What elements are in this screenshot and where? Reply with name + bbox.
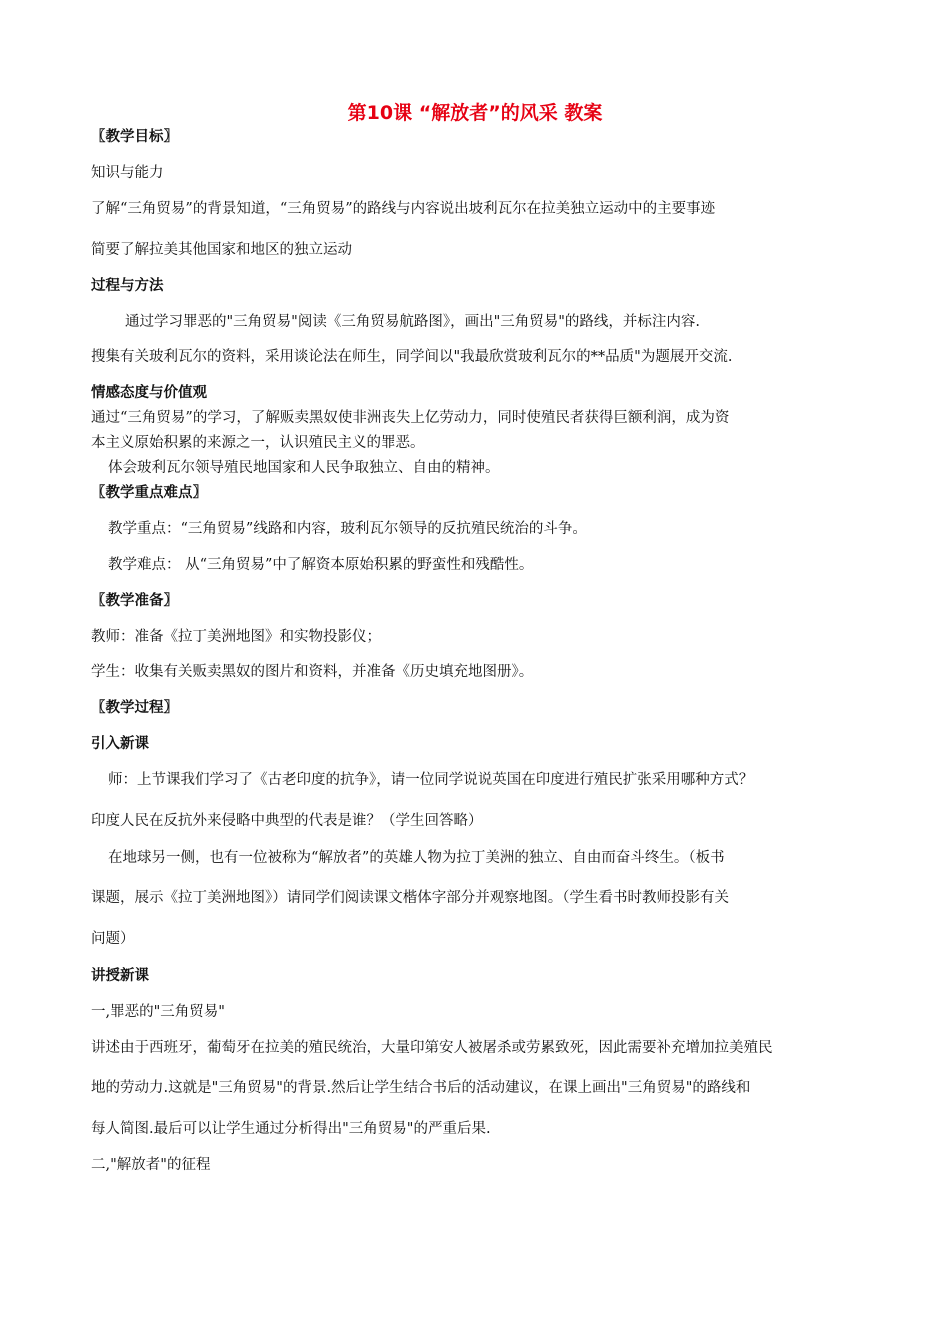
paragraph-line: 在地球另一侧，也有一位被称为“解放者”的英雄人物为拉丁美洲的独立、自由而奋斗终生。（板书 (108, 850, 725, 866)
section-heading-liberator-journey: 二,"解放者"的征程 (91, 1157, 211, 1173)
paragraph-line: 教师：准备《拉丁美洲地图》和实物投影仪； (91, 629, 381, 645)
paragraph-line: 体会玻利瓦尔领导殖民地国家和人民争取独立、自由的精神。 (108, 460, 500, 476)
subheading-process-method: 过程与方法 (91, 278, 164, 294)
heading-key-points: 〖教学重点难点〗 (91, 485, 207, 501)
paragraph-line: 通过“三角贸易”的学习，了解贩卖黑奴使非洲丧失上亿劳动力，同时使殖民者获得巨额利润，成为资 (91, 410, 730, 426)
subheading-emotion-values: 情感态度与价值观 (91, 385, 207, 401)
paragraph-line: 学生：收集有关贩卖黑奴的图片和资料，并准备《历史填充地图册》。 (91, 664, 534, 680)
paragraph-line: 搜集有关玻利瓦尔的资料，采用谈论法在师生，同学间以"我最欣赏玻利瓦尔的**品质"为题展开交流. (91, 349, 733, 365)
section-heading-triangle-trade: 一,罪恶的"三角贸易" (91, 1004, 225, 1020)
paragraph-line: 通过学习罪恶的"三角贸易"阅读《三角贸易航路图》，画出"三角贸易"的路线，并标注内容. (125, 314, 701, 330)
heading-preparation: 〖教学准备〗 (91, 593, 178, 609)
paragraph-line: 课题，展示《拉丁美洲地图》）请同学们阅读课文楷体字部分并观察地图。（学生看书时教师投影有关 (91, 890, 729, 906)
subheading-knowledge-ability: 知识与能力 (91, 165, 164, 181)
document-title: 第10课 “解放者”的风采 教案 (347, 102, 603, 124)
paragraph-line: 教学难点： 从“三角贸易”中了解资本原始积累的野蛮性和残酷性。 (108, 557, 534, 573)
paragraph-line: 地的劳动力.这就是"三角贸易"的背景.然后让学生结合书后的活动建议，在课上画出"三角贸易"的路线和 (91, 1080, 751, 1096)
paragraph-line: 教学重点：“三角贸易”线路和内容，玻利瓦尔领导的反抗殖民统治的斗争。 (108, 521, 587, 537)
paragraph-line: 每人简图.最后可以让学生通过分析得出"三角贸易"的严重后果. (91, 1121, 491, 1137)
paragraph-line: 讲述由于西班牙，葡萄牙在拉美的殖民统治，大量印第安人被屠杀或劳累致死，因此需要补充增加拉美殖民 (91, 1040, 773, 1056)
heading-teaching-process: 〖教学过程〗 (91, 700, 178, 716)
subheading-new-lesson: 讲授新课 (91, 968, 149, 984)
subheading-introduction: 引入新课 (91, 736, 149, 752)
paragraph-line: 印度人民在反抗外来侵略中典型的代表是谁？（学生回答略） (91, 813, 483, 829)
paragraph-line: 本主义原始积累的来源之一，认识殖民主义的罪恶。 (91, 435, 425, 451)
heading-teaching-goals: 〖教学目标〗 (91, 129, 178, 145)
paragraph-line: 问题） (91, 931, 135, 947)
paragraph-line: 师：上节课我们学习了《古老印度的抗争》，请一位同学说说英国在印度进行殖民扩张采用哪种方式？ (108, 772, 754, 788)
paragraph-line: 了解“三角贸易”的背景知道，“三角贸易”的路线与内容说出坡利瓦尔在拉美独立运动中的主要事迹 (91, 201, 716, 217)
paragraph-line: 简要了解拉美其他国家和地区的独立运动 (91, 242, 352, 258)
